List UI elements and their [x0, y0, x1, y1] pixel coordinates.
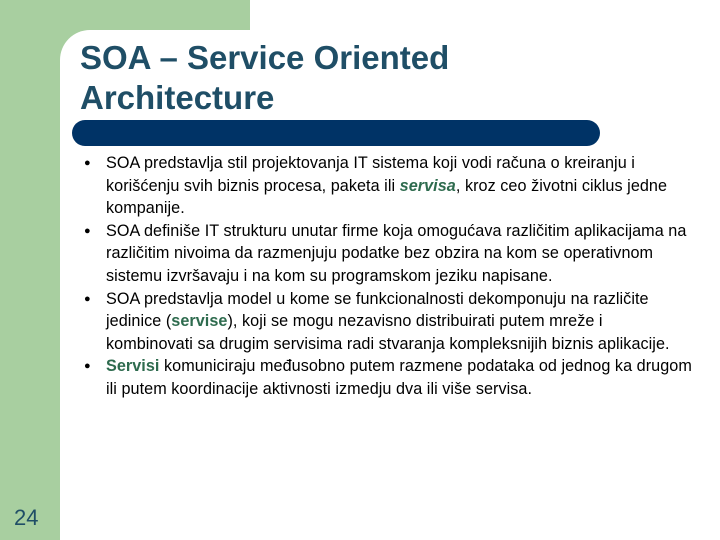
bullet-item: [84, 355, 694, 400]
bullet-dot-icon: ●: [84, 224, 91, 237]
bullet-list: [84, 152, 694, 401]
bullet-item: [84, 220, 694, 288]
slide-title: SOA – Service Oriented Architecture: [80, 39, 450, 116]
bullet-text: [106, 220, 694, 288]
bullet-item: [84, 152, 694, 220]
bullet-dot-icon: ●: [84, 292, 91, 305]
bullet-text-part: , kroz ceo životni ciklus jedne kompanije.: [106, 176, 668, 218]
bullet-text-part: SOA definiše IT strukturu unutar firme koja omogućava različitim aplikacijama na različitim nivoima da razmenjuju podatke bez obzira na kom se operativnom sistemu izvršavaju i na kom su programskom jeziku napisane.: [106, 221, 687, 285]
highlight-term: servisa: [399, 176, 456, 195]
highlight-term: servise: [171, 312, 228, 331]
bullet-text: [106, 152, 694, 220]
bullet-item: [84, 288, 694, 356]
bullet-text-part: ), koji se mogu nezavisno distribuirati putem mreže i kombinovati sa drugim servisima radi stvaranja kompleksnijih biznis aplikacije.: [106, 312, 670, 353]
highlight-term: Servisi: [106, 357, 160, 376]
bullet-text-part: SOA predstavlja stil projektovanja IT sistema koji vodi računa o kreiranju i korišćenju svih biznis procesa, paketa ili: [106, 154, 635, 195]
decorative-green-left: [0, 0, 60, 540]
bullet-text-part: SOA predstavlja model u kome se funkcionalnosti dekomponuju na različite jedinice (: [106, 289, 649, 331]
bullet-dot-icon: ●: [84, 360, 91, 373]
bullet-text: [106, 288, 694, 356]
bullet-text-part: komuniciraju međusobno putem razmene podataka od jednog ka drugom ili putem koordinacije aktivnosti izmedju dva ili više servisa.: [106, 357, 692, 398]
bullet-text: [106, 355, 694, 400]
title-underline-bar: [72, 120, 600, 146]
slide-number: 24: [14, 505, 39, 530]
bullet-dot-icon: ●: [84, 157, 91, 169]
